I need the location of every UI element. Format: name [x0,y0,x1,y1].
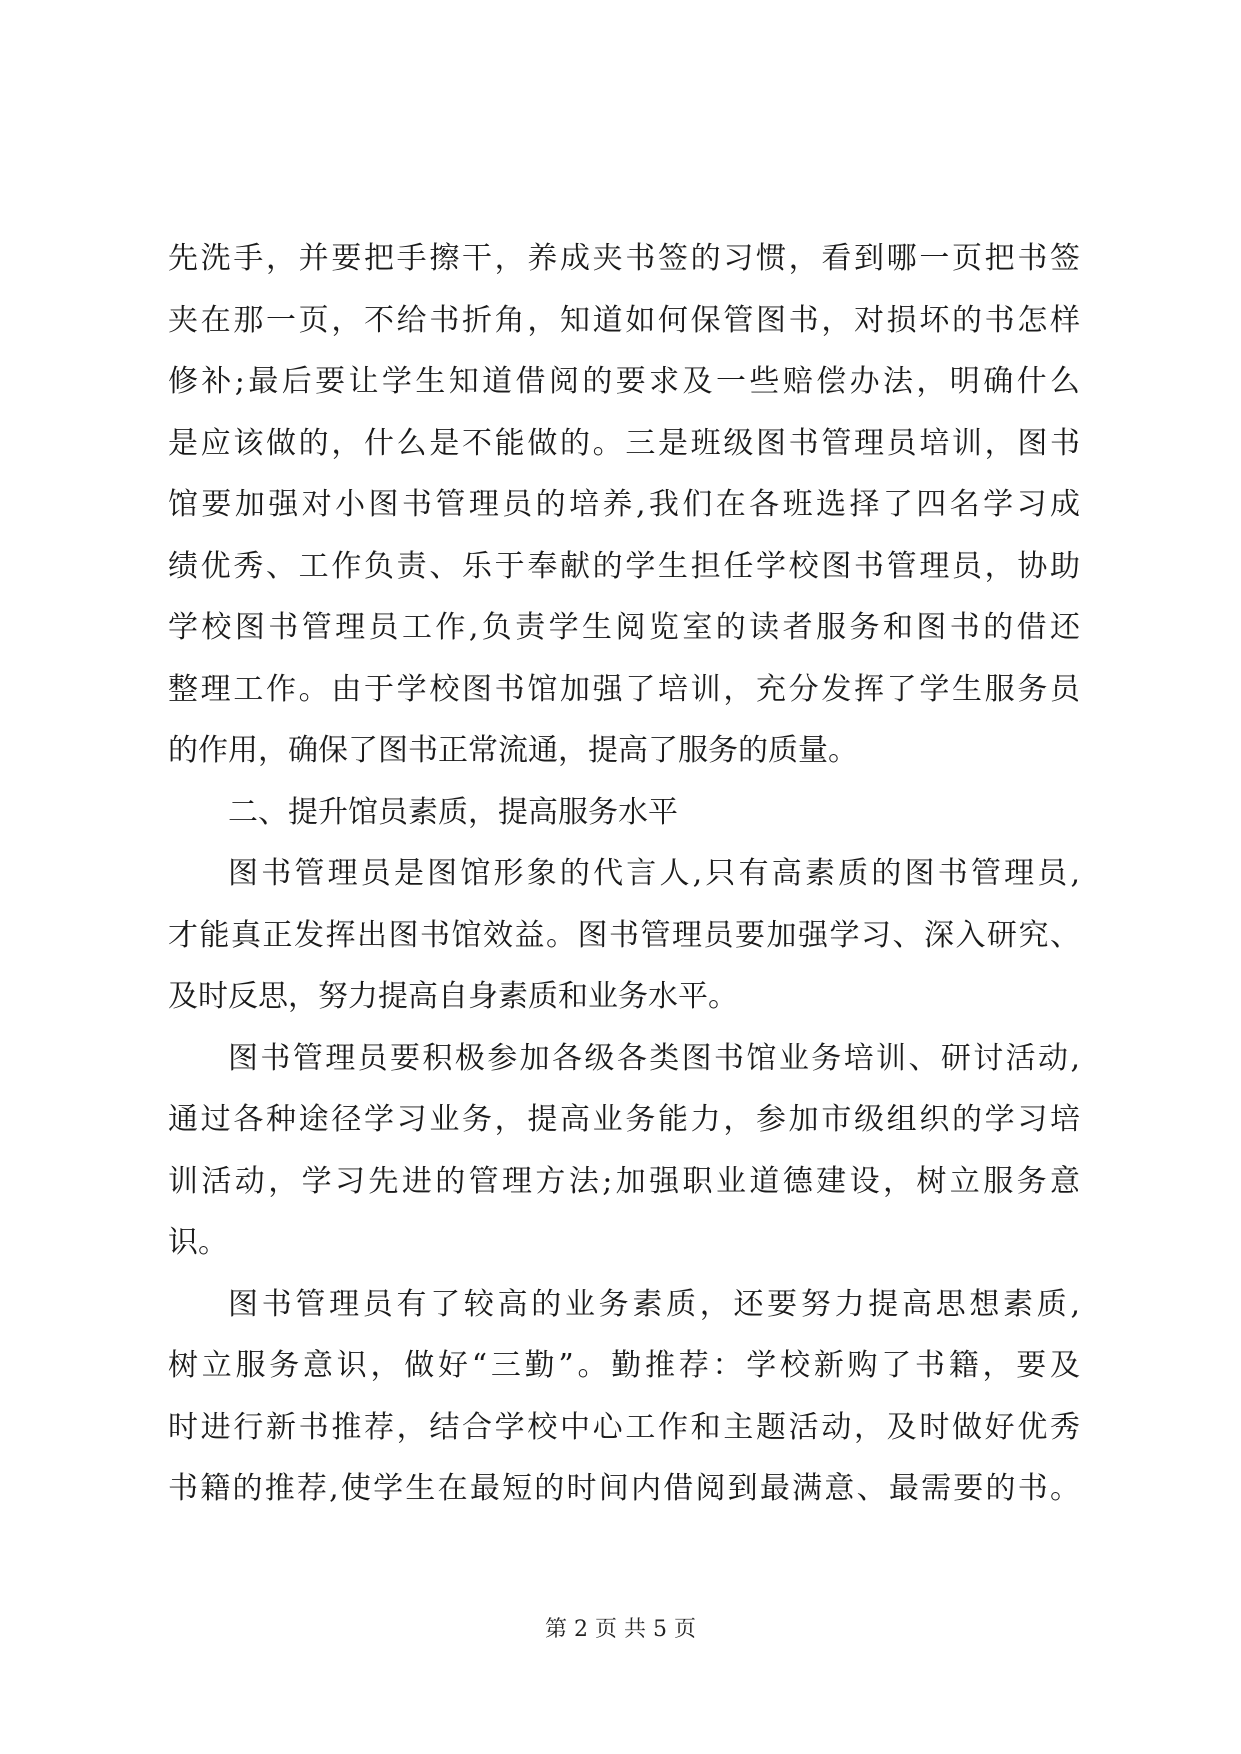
text-line: 整理工作。由于学校图书馆加强了培训，充分发挥了学生服务员 [168,671,1080,707]
text-line: 学校图书管理员工作,负责学生阅览室的读者服务和图书的借还 [168,610,1080,645]
text-line: 是应该做的，什么是不能做的。三是班级图书管理员培训，图书 [168,425,1080,461]
text-line: 绩优秀、工作负责、乐于奉献的学生担任学校图书管理员，协助 [168,548,1080,584]
text-line: 时进行新书推荐，结合学校中心工作和主题活动，及时做好优秀 [168,1409,1080,1445]
text-line: 识。 [168,1225,228,1260]
text-line: 书籍的推荐,使学生在最短的时间内借阅到最满意、最需要的书。 [168,1471,1080,1506]
text-line: 训活动，学习先进的管理方法;加强职业道德建设，树立服务意 [168,1163,1080,1199]
text-line: 夹在那一页，不给书折角，知道如何保管图书，对损坏的书怎样 [168,302,1080,338]
text-line: 图书管理员是图馆形象的代言人,只有高素质的图书管理员, [228,856,1080,891]
text-line: 才能真正发挥出图书馆效益。图书管理员要加强学习、深入研究、 [168,917,1080,953]
text-line: 先洗手，并要把手擦干，养成夹书签的习惯，看到哪一页把书签 [168,241,1080,276]
text-line: 图书管理员有了较高的业务素质，还要努力提高思想素质, [228,1286,1080,1322]
text-line: 及时反思，努力提高自身素质和业务水平。 [168,979,738,1014]
text-line: 的作用，确保了图书正常流通，提高了服务的质量。 [168,733,858,768]
text-line: 修补;最后要让学生知道借阅的要求及一些赔偿办法，明确什么 [168,364,1080,399]
text-line: 图书管理员要积极参加各级各类图书馆业务培训、研讨活动, [228,1040,1080,1076]
body-text [168,228,1080,1520]
text-line: 馆要加强对小图书管理员的培养,我们在各班选择了四名学习成 [168,487,1080,522]
text-line: 树立服务意识，做好“三勤”。勤推荐：学校新购了书籍，要及 [168,1348,1080,1383]
text-line: 二、提升馆员素质，提高服务水平 [228,794,678,830]
text-line: 通过各种途径学习业务，提高业务能力，参加市级组织的学习培 [168,1102,1080,1137]
page-footer: 第 2 页 共 5 页 [545,1617,696,1642]
